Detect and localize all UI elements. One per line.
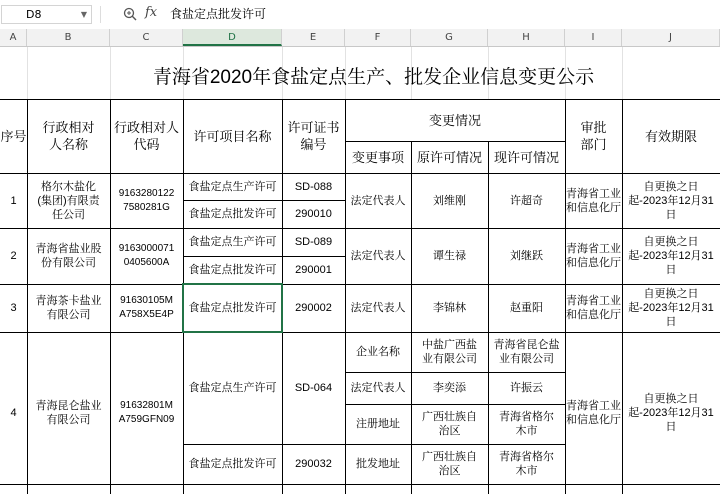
row1-change-item[interactable]: 法定代表人 [350, 194, 406, 207]
row2-seq[interactable]: 2 [10, 250, 17, 262]
row2-approval[interactable]: 青海省工业和信息化厅 [566, 243, 621, 269]
row4-change-item-3[interactable]: 注册地址 [356, 418, 400, 430]
row3-seq[interactable]: 3 [10, 302, 17, 314]
border-col-i [565, 99, 566, 494]
border-row4-change-3 [183, 444, 565, 445]
row2-license-no-2[interactable]: 290001 [295, 264, 332, 276]
row4-current-3[interactable]: 青海省格尔木市 [499, 411, 554, 437]
row2-current[interactable]: 刘继跃 [510, 250, 543, 262]
row4-current-1[interactable]: 青海省昆仑盐业有限公司 [493, 339, 560, 365]
row2-item-2[interactable]: 食盐定点批发许可 [188, 264, 277, 276]
row4-change-item-4[interactable]: 批发地址 [356, 458, 400, 470]
row1-item-1[interactable]: 食盐定点生产许可 [188, 180, 277, 193]
row2-license-no-1[interactable]: SD-089 [294, 236, 333, 248]
border-col-b [27, 99, 28, 494]
border-col-f [345, 99, 346, 494]
zoom-icon[interactable] [123, 6, 137, 22]
header-approval[interactable]: 审批部门 [580, 120, 607, 152]
row2-change-item[interactable]: 法定代表人 [350, 250, 406, 262]
border-row1-split [183, 200, 345, 201]
header-current[interactable]: 现许可情况 [493, 149, 559, 165]
row4-license-no-2[interactable]: 290032 [295, 458, 332, 470]
border-row1-bottom [0, 228, 720, 229]
name-box[interactable] [1, 5, 92, 24]
border-row4-change-2 [345, 404, 565, 405]
row4-current-2[interactable]: 许振云 [510, 382, 543, 394]
row4-change-item-2[interactable]: 法定代表人 [350, 382, 406, 394]
dropdown-arrow-icon[interactable]: ▼ [80, 10, 87, 19]
column-header-i[interactable]: I [565, 29, 622, 46]
row1-license-no-1[interactable]: SD-088 [294, 180, 333, 193]
header-code[interactable]: 行政相对人代码 [113, 120, 179, 152]
border-bottom [0, 484, 720, 485]
row3-change-item[interactable]: 法定代表人 [350, 302, 406, 314]
row4-code[interactable]: 91632801MA759GFN09 [118, 400, 175, 425]
row3-validity[interactable]: 自更换之日起-2023年12月31日 [628, 288, 714, 328]
column-header-a[interactable]: A [0, 29, 27, 46]
header-name[interactable]: 行政相对人名称 [42, 120, 95, 152]
spreadsheet-grid[interactable] [0, 47, 720, 494]
row2-name[interactable]: 青海省盐业股份有限公司 [35, 243, 102, 269]
row4-original-3[interactable]: 广西壮族自治区 [422, 411, 477, 437]
row3-current[interactable]: 赵重阳 [510, 302, 543, 314]
row4-current-4[interactable]: 青海省格尔木市 [499, 451, 554, 477]
row3-code[interactable]: 91630105MA758X5E4P [119, 295, 174, 320]
row3-item-1[interactable]: 食盐定点批发许可 [188, 302, 277, 314]
fx-icon[interactable]: fx [145, 5, 158, 20]
column-header-f[interactable]: F [345, 29, 411, 46]
border-col-c [110, 99, 111, 494]
header-validity[interactable]: 有效期限 [644, 128, 697, 144]
row2-original[interactable]: 谭生禄 [433, 250, 466, 262]
column-header-j[interactable]: J [622, 29, 720, 46]
border-top [0, 99, 720, 100]
row4-change-item-1[interactable]: 企业名称 [356, 346, 400, 358]
row4-license-no-1[interactable]: SD-064 [294, 382, 333, 394]
row4-original-1[interactable]: 中盐广西盐业有限公司 [422, 339, 477, 365]
header-license-item[interactable]: 许可项目名称 [193, 128, 272, 144]
row1-original[interactable]: 刘维刚 [433, 194, 466, 207]
column-header-g[interactable]: G [411, 29, 488, 46]
header-change[interactable]: 变更情况 [428, 112, 481, 128]
column-header-d[interactable]: D [183, 29, 282, 46]
header-seq[interactable]: 序号 [0, 128, 27, 144]
row2-item-1[interactable]: 食盐定点生产许可 [188, 236, 277, 248]
header-license-no[interactable]: 许可证书编号 [287, 120, 340, 152]
column-header-e[interactable]: E [282, 29, 345, 46]
border-col-j [622, 99, 623, 494]
cell-reference: D8 [26, 8, 42, 21]
row1-approval[interactable]: 青海省工业和信息化厅 [566, 187, 621, 214]
formula-input[interactable]: 食盐定点批发许可 [170, 7, 267, 21]
row1-validity[interactable]: 自更换之日起-2023年12月31日 [628, 180, 714, 221]
column-header-h[interactable]: H [488, 29, 565, 46]
row4-item-2[interactable]: 食盐定点批发许可 [188, 458, 277, 470]
row1-current[interactable]: 许超奇 [510, 194, 543, 207]
row4-approval[interactable]: 青海省工业和信息化厅 [566, 400, 621, 426]
column-header-bar [0, 29, 720, 47]
formula-bar [0, 0, 720, 30]
row2-validity[interactable]: 自更换之日起-2023年12月31日 [628, 236, 714, 276]
border-col-g [411, 141, 412, 494]
active-cell-selection[interactable] [182, 283, 283, 333]
header-original[interactable]: 原许可情况 [416, 149, 482, 165]
sheet-title[interactable]: 青海省2020年食盐定点生产、批发企业信息变更公示 [152, 66, 595, 88]
row4-original-4[interactable]: 广西壮族自治区 [422, 451, 477, 477]
column-header-c[interactable]: C [110, 29, 183, 46]
row3-name[interactable]: 青海茶卡盐业有限公司 [35, 295, 102, 321]
row4-name[interactable]: 青海昆仑盐业有限公司 [35, 400, 102, 426]
row3-approval[interactable]: 青海省工业和信息化厅 [566, 295, 621, 321]
border-row4-change-1 [345, 372, 565, 373]
row4-item-1[interactable]: 食盐定点生产许可 [188, 382, 277, 394]
row1-license-no-2[interactable]: 290010 [295, 208, 332, 220]
border-col-h [488, 141, 489, 494]
row4-validity[interactable]: 自更换之日起-2023年12月31日 [628, 393, 714, 433]
border-row3-bottom [0, 332, 720, 333]
row1-seq[interactable]: 1 [10, 194, 17, 207]
row2-code[interactable]: 91630000710405600A [118, 243, 175, 268]
header-change-item[interactable]: 变更事项 [351, 149, 404, 165]
border-row2-bottom [0, 284, 720, 285]
row1-code[interactable]: 91632801227580281G [118, 187, 175, 213]
row3-license-no-1[interactable]: 290002 [295, 302, 332, 314]
row3-original[interactable]: 李锦林 [433, 302, 466, 314]
border-row2-split [183, 256, 345, 257]
row4-original-2[interactable]: 李奕添 [433, 382, 466, 394]
row4-seq[interactable]: 4 [10, 407, 17, 419]
row1-item-2[interactable]: 食盐定点批发许可 [188, 208, 277, 220]
formula-bar-divider [100, 6, 101, 23]
column-header-b[interactable]: B [27, 29, 110, 46]
border-change-subheader [345, 141, 565, 142]
border-header-bottom [0, 173, 720, 174]
row1-name[interactable]: 格尔木盐化(集团)有限责任公司 [37, 180, 100, 221]
